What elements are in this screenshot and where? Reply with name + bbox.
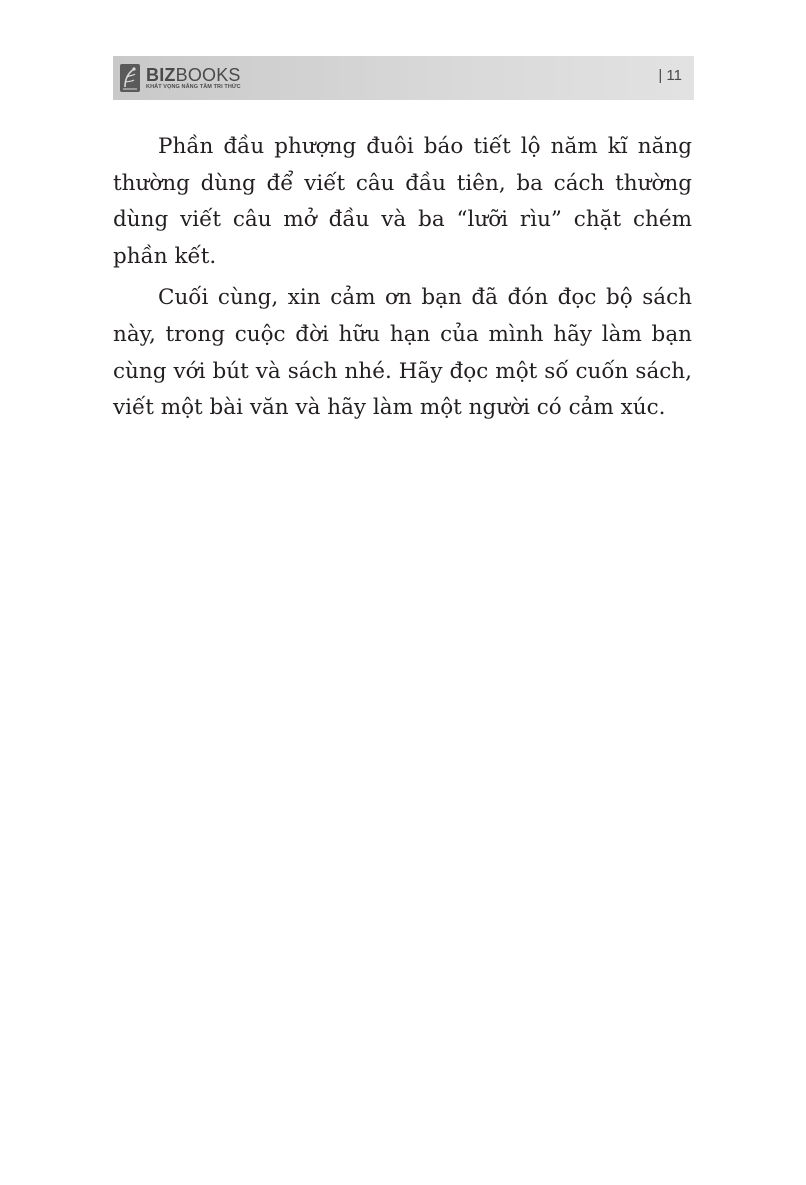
bizbooks-logo-icon [119, 63, 141, 93]
logo-text [146, 66, 241, 91]
page-body [113, 129, 692, 432]
publisher-logo [119, 60, 241, 96]
body-paragraph: Cuối cùng, xin cảm ơn bạn đã đón đọc bộ sách này, trong cuộc đời hữu hạn của mình hãy làm bạn cùng với bút và sách nhé. Hãy đọc một số cuốn sách, viết một bài văn và hãy làm một người có cảm xúc. [113, 285, 692, 421]
brand-slogan: KHÁT VỌNG NÂNG TẦM TRI THỨC [146, 83, 241, 90]
page-number: | 11 [658, 67, 682, 84]
running-header [113, 56, 694, 100]
brand-name [146, 66, 241, 84]
brand-regular: BOOKS [175, 64, 241, 85]
brand-bold: BIZ [146, 64, 176, 85]
body-paragraph: Phần đầu phượng đuôi báo tiết lộ năm kĩ năng thường dùng để viết câu đầu tiên, ba cách thường dùng viết câu mở đầu và ba “lưỡi rìu” chặt chém phần kết. [113, 134, 692, 269]
